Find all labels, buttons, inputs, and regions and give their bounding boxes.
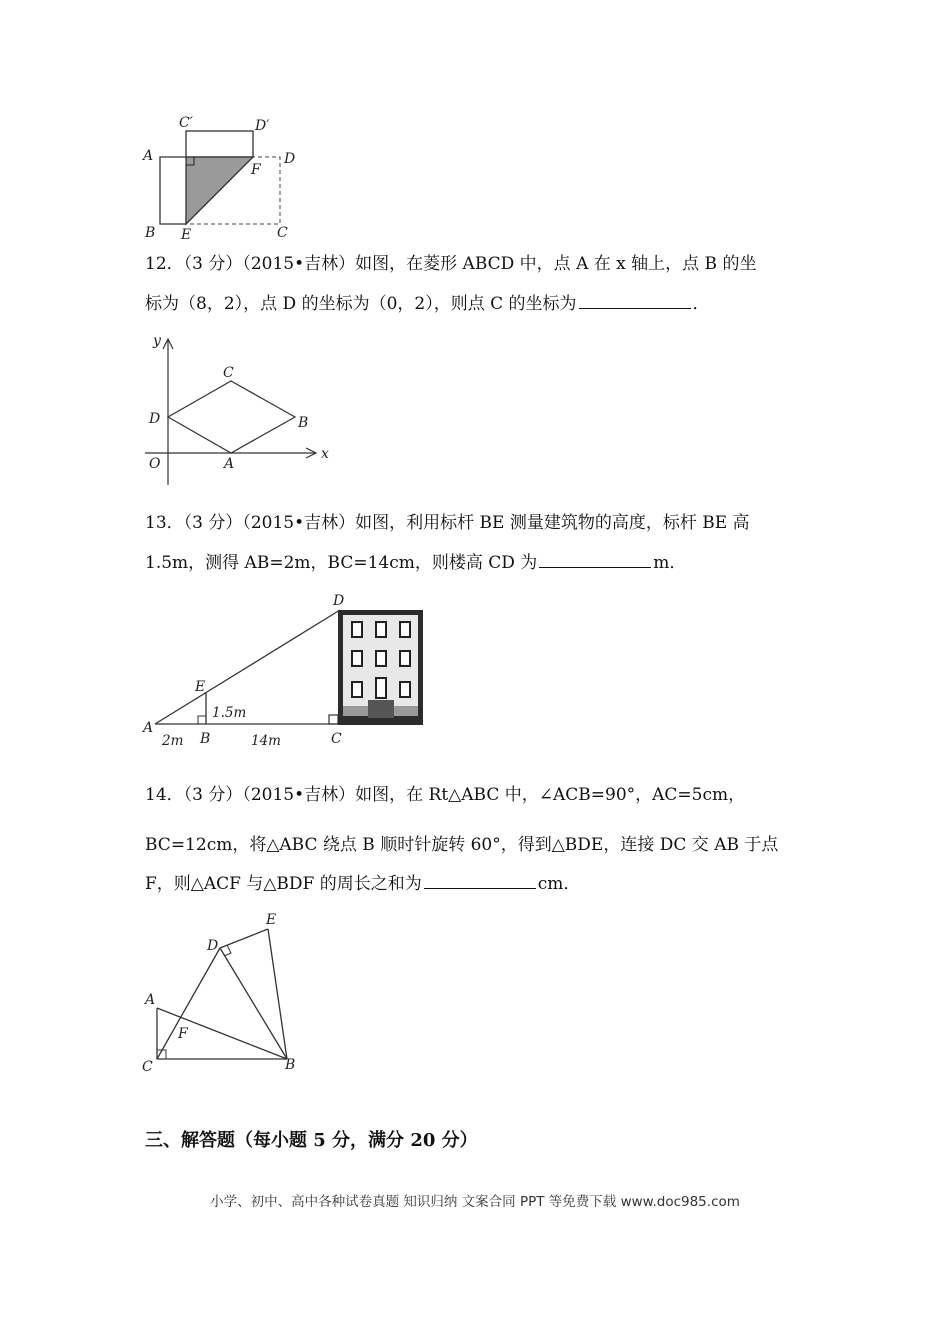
fig13-label-e: E (195, 679, 206, 695)
fig14-label-a: A (145, 992, 156, 1008)
fig11-label-a: A (143, 148, 154, 164)
q12-text-line1: 12．（3 分）（2015•吉林）如图，在菱形 ABCD 中，点 A 在 x 轴上，点 B 的坐 (145, 254, 757, 274)
fig11-label-c: C (277, 225, 288, 241)
fig12-label-o: O (149, 456, 161, 472)
q14-text-line2: BC=12cm，将△ABC 绕点 B 顺时针旋转 60°，得到△BDE，连接 DC 交 AB 于点 (145, 835, 779, 855)
fig13-label-d: D (333, 593, 345, 609)
fig13-building-measure (140, 588, 430, 750)
fig12-rhombus-axes (140, 330, 340, 492)
fig13-label-a: A (143, 720, 154, 736)
fig14-label-b: B (285, 1057, 296, 1073)
fig11-label-d: D (284, 151, 296, 167)
q13-text-after-blank: m． (653, 553, 687, 573)
fig11-label-f: F (251, 162, 261, 178)
q12-text-line2 (145, 290, 710, 316)
q13-text-line2 (145, 549, 686, 575)
section-3-title: 三、解答题（每小题 5 分，满分 20 分） (145, 1130, 478, 1151)
fig11-folded-rectangle (135, 110, 310, 245)
q12-answer-blank[interactable] (579, 290, 691, 309)
fig11-label-d-prime: D′ (255, 118, 270, 134)
q12-text-after-blank: ． (692, 294, 710, 314)
fig14-segment-cd (157, 948, 220, 1059)
fig13-label-ab-length: 2m (162, 733, 184, 749)
fig11-label-b: B (145, 225, 156, 241)
q14-text-line1: 14．（3 分）（2015•吉林）如图，在 Rt△ABC 中，∠ACB=90°，AC=5cm， (145, 785, 746, 805)
q14-text-after-blank: cm． (537, 874, 581, 894)
fig13-label-c: C (331, 731, 342, 747)
fig12-label-x: x (321, 446, 329, 462)
fig13-label-bc-length: 14m (251, 733, 281, 749)
fig14-segment-ab (157, 1008, 287, 1059)
fig13-building (338, 610, 423, 725)
page-footer: 小学、初中、高中各种试卷真题 知识归纳 文案合同 PPT 等免费下载 www.doc985.com (210, 1194, 740, 1210)
fig14-rotated-triangles (135, 905, 315, 1080)
q13-text-line1: 13．（3 分）（2015•吉林）如图，利用标杆 BE 测量建筑物的高度，标杆 BE 高 (145, 513, 750, 533)
fig11-folded-rectangle-top (186, 131, 253, 157)
q14-text-line3 (145, 870, 580, 896)
fig14-label-e: E (266, 912, 277, 928)
fig12-label-y: y (153, 333, 161, 349)
fig12-label-d: D (149, 411, 161, 427)
fig14-segment-eb (268, 929, 287, 1059)
fig13-label-be-height: 1.5m (212, 705, 247, 721)
fig11-label-c-prime: C′ (179, 115, 193, 131)
fig13-right-angle-b (198, 716, 206, 724)
fig12-label-c: C (223, 365, 234, 381)
q14-answer-blank[interactable] (424, 870, 536, 889)
fig14-label-c: C (142, 1059, 153, 1075)
fig12-label-b: B (298, 415, 309, 431)
q13-answer-blank[interactable] (539, 549, 651, 568)
fig11-left-solid-edge (160, 157, 186, 224)
fig11-shaded-triangle (186, 157, 253, 224)
fig13-sight-line (155, 610, 340, 724)
fig13-label-b: B (200, 731, 211, 747)
fig11-label-e: E (181, 227, 192, 243)
q14-text-before-blank: F，则△ACF 与△BDF 的周长之和为 (145, 874, 422, 894)
q12-text-before-blank: 标为（8，2），点 D 的坐标为（0，2），则点 C 的坐标为 (145, 294, 577, 314)
fig14-label-f: F (178, 1026, 188, 1042)
fig12-label-a: A (224, 456, 235, 472)
fig12-rhombus (168, 381, 295, 453)
fig14-label-d: D (207, 938, 219, 954)
fig14-segment-db (220, 948, 287, 1059)
fig13-right-angle-c (329, 715, 338, 724)
q13-text-before-blank: 1.5m，测得 AB=2m，BC=14cm，则楼高 CD 为 (145, 553, 538, 573)
